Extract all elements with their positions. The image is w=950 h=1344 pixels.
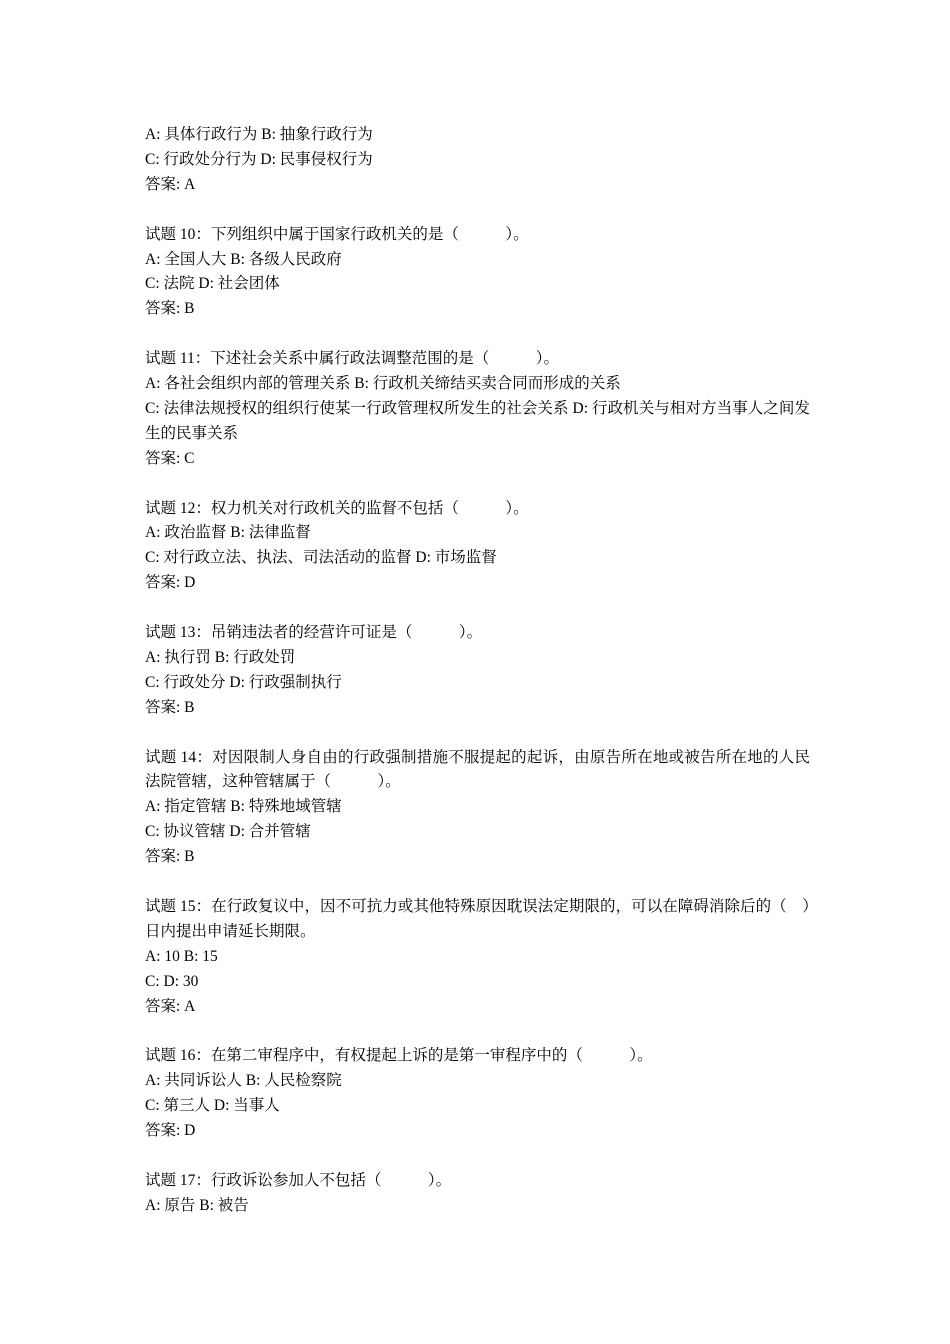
question-stem: 试题 11：下述社会关系中属行政法调整范围的是（ ）。 [145, 350, 560, 368]
question-block-14 [145, 746, 810, 871]
question-block-11 [145, 347, 810, 472]
answer-line: 答案: D [145, 1122, 196, 1140]
question-stem: 试题 16：在第二审程序中，有权提起上诉的是第一审程序中的（ ）。 [145, 1047, 653, 1065]
option-line-ab: A: 全国人大 B: 各级人民政府 [145, 250, 342, 268]
option-line-cd: C: D: 30 [145, 972, 199, 990]
option-line-ab: A: 原告 B: 被告 [145, 1196, 249, 1214]
answer-line: 答案: D [145, 574, 196, 592]
question-block-16 [145, 1044, 810, 1144]
question-block-10 [145, 223, 810, 323]
answer-line: 答案: C [145, 449, 195, 467]
option-line-ab: A: 共同诉讼人 B: 人民检察院 [145, 1072, 342, 1090]
question-block-12 [145, 497, 810, 597]
option-line-cd: C: 法律法规授权的组织行使某一行政管理权所发生的社会关系 D: 行政机关与相对方当事人之间发生的民事关系 [145, 399, 810, 442]
answer-line: 答案: B [145, 698, 195, 716]
option-line-ab: A: 各社会组织内部的管理关系 B: 行政机关缔结买卖合同而形成的关系 [145, 375, 621, 393]
question-block-15 [145, 895, 810, 1020]
question-stem: 试题 12：权力机关对行政机关的监督不包括（ ）。 [145, 499, 529, 517]
option-line-cd: C: 第三人 D: 当事人 [145, 1097, 280, 1115]
answer-line: 答案: A [145, 997, 196, 1015]
question-stem: 试题 13：吊销违法者的经营许可证是（ ）。 [145, 624, 483, 642]
question-stem: 试题 14：对因限制人身自由的行政强制措施不服提起的起诉，由原告所在地或被告所在地的人民法院管辖，这种管辖属于（ ）。 [145, 748, 810, 791]
answer-line: 答案: B [145, 848, 195, 866]
option-line-ab: A: 指定管辖 B: 特殊地域管辖 [145, 798, 342, 816]
question-block-17 [145, 1169, 810, 1219]
question-block-13 [145, 621, 810, 721]
option-line-ab: A: 10 B: 15 [145, 947, 218, 965]
question-block-9-options [145, 123, 810, 198]
option-line-ab: A: 政治监督 B: 法律监督 [145, 524, 311, 542]
question-stem: 试题 10：下列组织中属于国家行政机关的是（ ）。 [145, 225, 529, 243]
option-line-cd: C: 对行政立法、执法、司法活动的监督 D: 市场监督 [145, 549, 497, 567]
option-line-cd: C: 法院 D: 社会团体 [145, 275, 280, 293]
option-line-ab: A: 执行罚 B: 行政处罚 [145, 648, 296, 666]
option-line-cd: C: 行政处分行为 D: 民事侵权行为 [145, 150, 373, 168]
answer-line: 答案: A [145, 175, 196, 193]
question-stem: 试题 15：在行政复议中，因不可抗力或其他特殊原因耽误法定期限的，可以在障碍消除后的（ ）日内提出申请延长期限。 [145, 898, 810, 940]
option-line-cd: C: 协议管辖 D: 合并管辖 [145, 823, 311, 841]
document-content [145, 123, 810, 1244]
option-line-cd: C: 行政处分 D: 行政强制执行 [145, 673, 342, 691]
answer-line: 答案: B [145, 300, 195, 318]
question-stem: 试题 17：行政诉讼参加人不包括（ ）。 [145, 1171, 452, 1189]
option-line-ab: A: 具体行政行为 B: 抽象行政行为 [145, 126, 373, 143]
